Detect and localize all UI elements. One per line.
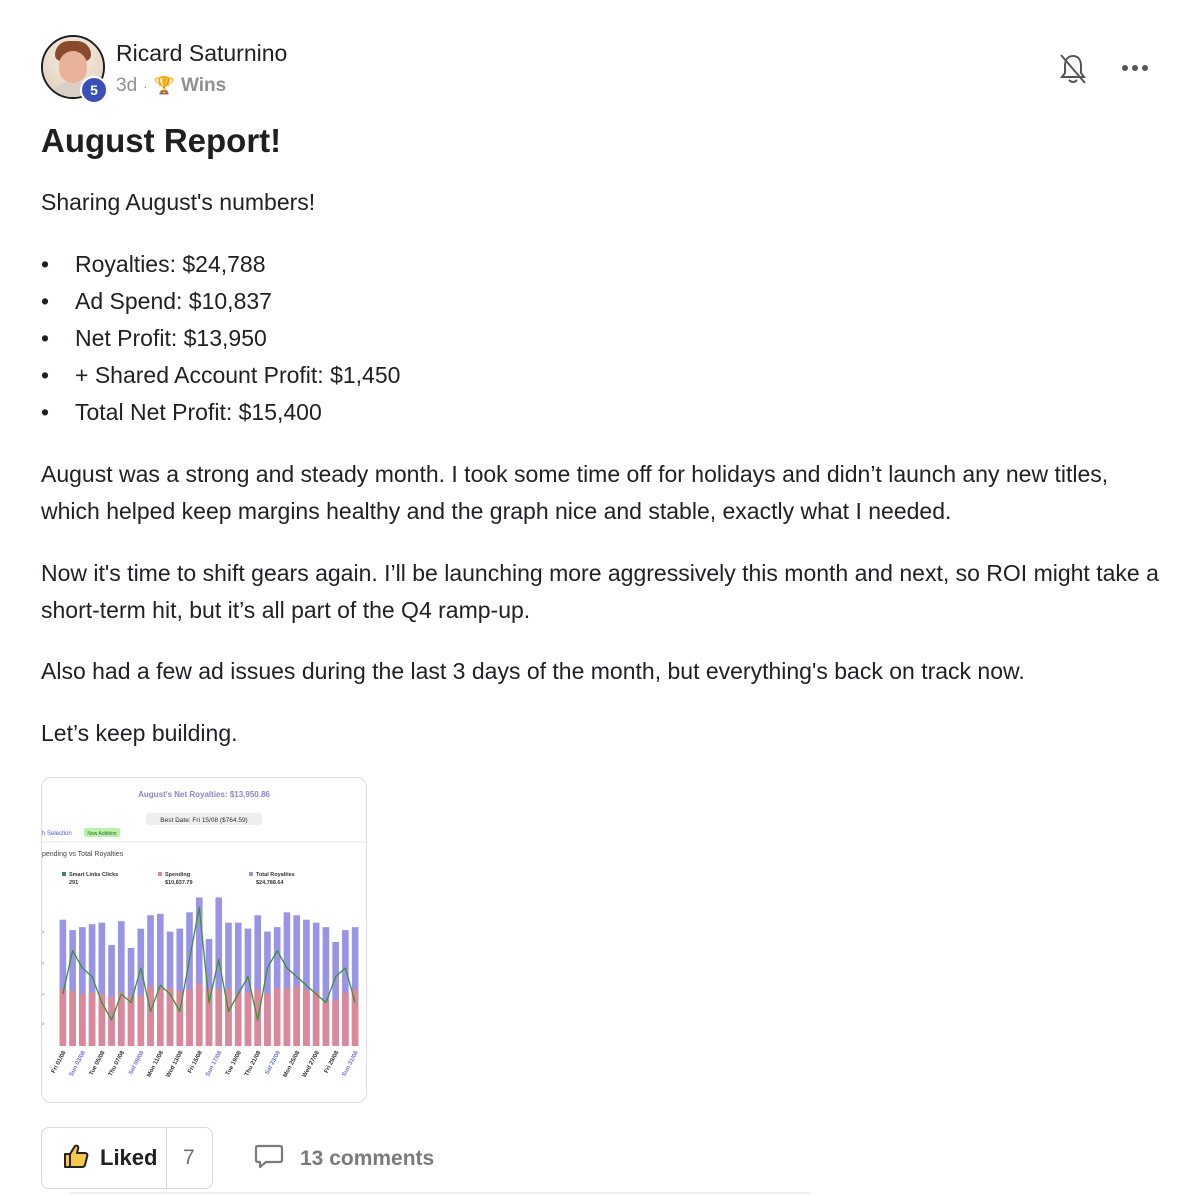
- spending-bar: [157, 988, 164, 1046]
- notification-bell-off-icon[interactable]: [1058, 52, 1088, 86]
- post-paragraph: August was a strong and steady month. I took some time off for holidays and didn’t launch any new titles, which helped keep margins healthy and the graph nice and stable, exactly what I needed.: [41, 461, 1109, 524]
- x-tick-label: Fri 29/08: [323, 1050, 341, 1075]
- list-item: • Net Profit: $13,950: [41, 320, 400, 357]
- list-item: • + Shared Account Profit: $1,450: [41, 357, 400, 394]
- numbers-list: [41, 246, 400, 431]
- post-intro: Sharing August's numbers!: [41, 189, 316, 215]
- legend-value-spending: $10,837.79: [165, 880, 193, 886]
- spending-bar: [147, 987, 154, 1046]
- y-axis-tick-mark: ›: [42, 929, 44, 936]
- divider: [70, 1192, 810, 1194]
- spending-bar: [284, 988, 291, 1046]
- legend-label-spending: Spending: [165, 872, 191, 878]
- spending-bar: [303, 990, 310, 1046]
- x-tick-label: Tue 05/08: [88, 1050, 107, 1077]
- x-tick-label: Sun 31/08: [341, 1050, 360, 1078]
- comments-button[interactable]: [254, 1142, 434, 1175]
- post-time: 3d: [116, 75, 138, 96]
- thumbs-up-icon: [62, 1143, 90, 1174]
- x-tick-label: Mon 25/08: [282, 1050, 302, 1079]
- spending-bar: [264, 994, 271, 1046]
- legend-swatch-spending: [158, 872, 162, 876]
- level-badge: 5: [80, 76, 108, 104]
- more-options-icon[interactable]: [1118, 56, 1152, 80]
- post-meta: [116, 75, 226, 97]
- y-axis-tick-mark: ›: [42, 992, 44, 999]
- legend-value-clicks: 291: [69, 880, 79, 886]
- chart-svg: [42, 778, 366, 1102]
- legend-label-royalties: Total Royalties: [256, 872, 295, 878]
- x-tick-label: Sun 03/08: [68, 1050, 88, 1078]
- x-tick-label: Sun 17/08: [205, 1050, 224, 1078]
- spending-bar: [235, 993, 242, 1046]
- like-label: Liked: [100, 1145, 158, 1170]
- list-item: • Total Net Profit: $15,400: [41, 394, 400, 431]
- post-category[interactable]: Wins: [180, 75, 227, 96]
- spending-bar: [167, 988, 174, 1046]
- like-count[interactable]: 7: [183, 1146, 195, 1169]
- spending-bar: [342, 993, 349, 1046]
- x-tick-label: Wed 13/08: [165, 1050, 185, 1079]
- like-button[interactable]: [42, 1128, 166, 1188]
- y-axis-tick-mark: ›: [42, 1021, 44, 1028]
- spending-bar: [79, 994, 86, 1046]
- author-name[interactable]: Ricard Saturnino: [116, 40, 288, 66]
- x-tick-label: Sat 23/08: [264, 1050, 282, 1076]
- comments-label: 13 comments: [300, 1146, 435, 1170]
- list-item: • Royalties: $24,788: [41, 246, 400, 283]
- chart-selection-label: h Selection: [42, 831, 72, 837]
- spending-bar: [215, 990, 222, 1046]
- chart-best-date: Best Date: Fri 15/08 ($764.59): [160, 817, 248, 824]
- spending-bar: [245, 993, 252, 1046]
- spending-bar: [89, 993, 96, 1046]
- new-addition-badge: New Addition: [87, 831, 117, 837]
- spending-bar: [293, 987, 300, 1046]
- legend-label-clicks: Smart Links Clicks: [69, 872, 119, 878]
- spending-bar: [313, 993, 320, 1046]
- spending-bar: [352, 990, 359, 1046]
- chart-header-title: August's Net Royalties: $13,950.86: [138, 790, 270, 799]
- post-title: August Report!: [41, 122, 282, 159]
- y-axis-tick-mark: ›: [42, 960, 44, 967]
- chart-title: pending vs Total Royalties: [42, 851, 124, 858]
- spending-bar: [69, 991, 76, 1046]
- post-paragraph: Let’s keep building.: [41, 720, 238, 746]
- post-paragraph: Also had a few ad issues during the last 3 days of the month, but everything's back on track now.: [41, 658, 1025, 684]
- attached-chart-image[interactable]: [41, 777, 367, 1103]
- spending-bar: [186, 990, 193, 1046]
- meta-separator: ·: [143, 78, 148, 94]
- spending-bar: [323, 1001, 330, 1046]
- post-paragraph: Now it's time to shift gears again. I’ll be launching more aggressively this month and next, so ROI might take a short-term hit, but it’s all part of the Q4 ramp-up.: [41, 560, 1159, 623]
- x-tick-label: Wed 27/08: [301, 1050, 321, 1079]
- x-tick-label: Mon 11/08: [146, 1050, 166, 1079]
- x-tick-label: Thu 07/08: [107, 1050, 127, 1078]
- spending-bar: [196, 984, 203, 1046]
- legend-value-royalties: $24,788.64: [256, 880, 284, 886]
- list-item: • Ad Spend: $10,837: [41, 283, 400, 320]
- x-tick-label: Fri 01/08: [50, 1050, 68, 1075]
- spending-bar: [332, 1000, 339, 1046]
- x-tick-label: Tue 19/08: [225, 1050, 243, 1077]
- spending-bar: [137, 995, 144, 1046]
- legend-swatch-clicks: [62, 872, 66, 876]
- like-control: [41, 1127, 213, 1189]
- legend-swatch-royalties: [249, 872, 253, 876]
- spending-bar: [274, 988, 281, 1046]
- spending-bar: [60, 990, 67, 1046]
- comment-icon: [254, 1142, 284, 1175]
- spending-bar: [108, 997, 115, 1046]
- x-tick-label: Thu 21/08: [244, 1050, 263, 1078]
- x-tick-label: Fri 15/08: [187, 1050, 205, 1075]
- trophy-icon: 🏆: [153, 76, 175, 95]
- x-tick-label: Sat 09/08: [128, 1050, 146, 1076]
